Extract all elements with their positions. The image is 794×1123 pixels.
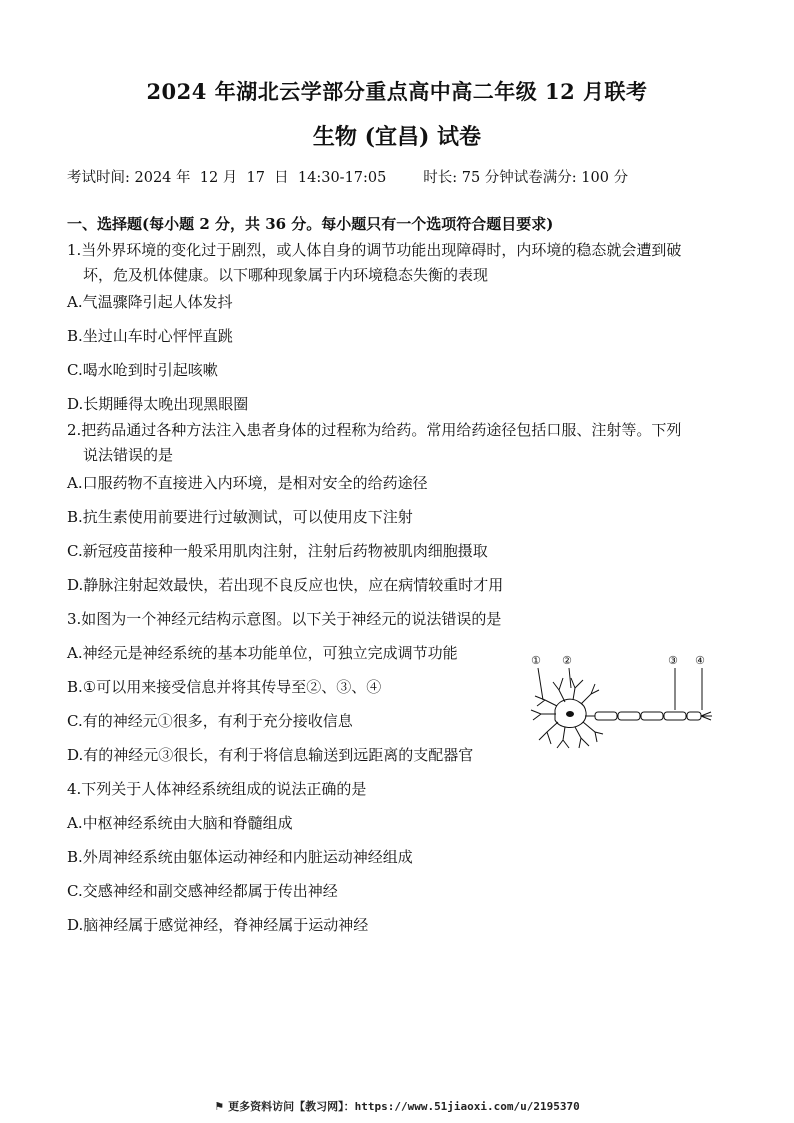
question-1-option-d: D.长期睡得太晚出现黑眼圈: [67, 395, 249, 413]
question-4-stem: 4.下列关于人体神经系统组成的说法正确的是: [67, 780, 367, 798]
exam-subtitle: 生物 (宜昌) 试卷: [312, 124, 482, 150]
question-4-option-b: B.外周神经系统由躯体运动神经和内脏运动神经组成: [67, 848, 413, 866]
question-4-option-c: C.交感神经和副交感神经都属于传出神经: [67, 882, 338, 900]
label-2-leader: [569, 668, 571, 688]
label-1: ①: [531, 654, 541, 667]
myelin-segment: [664, 712, 686, 720]
question-2-option-c: C.新冠疫苗接种一般采用肌肉注射，注射后药物被肌肉细胞摄取: [67, 542, 488, 560]
question-1-option-b: B.坐过山车时心怦怦直跳: [67, 327, 233, 345]
footer: [0, 1098, 794, 1114]
question-3-option-a: A.神经元是神经系统的基本功能单位，可独立完成调节功能: [67, 644, 458, 662]
question-3-option-d: D.有的神经元③很长，有利于将信息输送到远距离的支配器官: [67, 746, 474, 764]
axon-terminal: [701, 712, 712, 720]
exam-meta: 考试时间: 2024 年 12 月 17 日 14:30-17:05 时长: 75 分钟试卷满分: 100 分: [67, 170, 629, 186]
question-4-option-d: D.脑神经属于感觉神经，脊神经属于运动神经: [67, 916, 369, 934]
myelin-segment: [595, 712, 617, 720]
question-1-stem-cont: 坏，危及机体健康。以下哪种现象属于内环境稳态失衡的表现: [83, 266, 489, 284]
question-3-option-c: C.有的神经元①很多，有利于充分接收信息: [67, 712, 353, 730]
section-heading: 一、选择题(每小题 2 分，共 36 分。每小题只有一个选项符合题目要求): [67, 215, 554, 233]
myelin-segment: [618, 712, 640, 720]
question-2-stem: 2.把药品通过各种方法注入患者身体的过程称为给药。常用给药途径包括口服、注射等。下列: [67, 421, 682, 439]
label-2: ②: [562, 654, 572, 667]
exam-title: 2024 年湖北云学部分重点高中高二年级 12 月联考: [146, 79, 648, 104]
question-4-option-a: A.中枢神经系统由大脑和脊髓组成: [67, 814, 293, 832]
question-2-option-d: D.静脉注射起效最快，若出现不良反应也快，应在病情较重时才用: [67, 576, 504, 594]
question-2-option-b: B.抗生素使用前要进行过敏测试，可以使用皮下注射: [67, 508, 413, 526]
label-4: ④: [695, 654, 705, 667]
myelin-segment: [641, 712, 663, 720]
question-1-option-a: A.气温骤降引起人体发抖: [67, 293, 233, 311]
question-3-option-b: B.①可以用来接受信息并将其传导至②、③、④: [67, 678, 382, 696]
nucleus: [566, 711, 574, 717]
label-1-leader: [538, 668, 543, 700]
flag-icon: ⚑: [214, 1100, 225, 1113]
label-3: ③: [668, 654, 678, 667]
question-2-stem-cont: 说法错误的是: [83, 446, 174, 464]
question-3-stem: 3.如图为一个神经元结构示意图。以下关于神经元的说法错误的是: [67, 610, 502, 628]
question-1-option-c: C.喝水呛到时引起咳嗽: [67, 361, 218, 379]
myelin-segment: [687, 712, 701, 720]
neuron-figure: [525, 648, 715, 748]
footer-link[interactable]: 更多资料访问【教习网】：https://www.51jiaoxi.com/u/2195370: [228, 1100, 580, 1113]
question-2-option-a: A.口服药物不直接进入内环境，是相对安全的给药途径: [67, 474, 428, 492]
question-1-stem: 1.当外界环境的变化过于剧烈，或人体自身的调节功能出现障碍时，内环境的稳态就会遭到破: [67, 241, 682, 259]
